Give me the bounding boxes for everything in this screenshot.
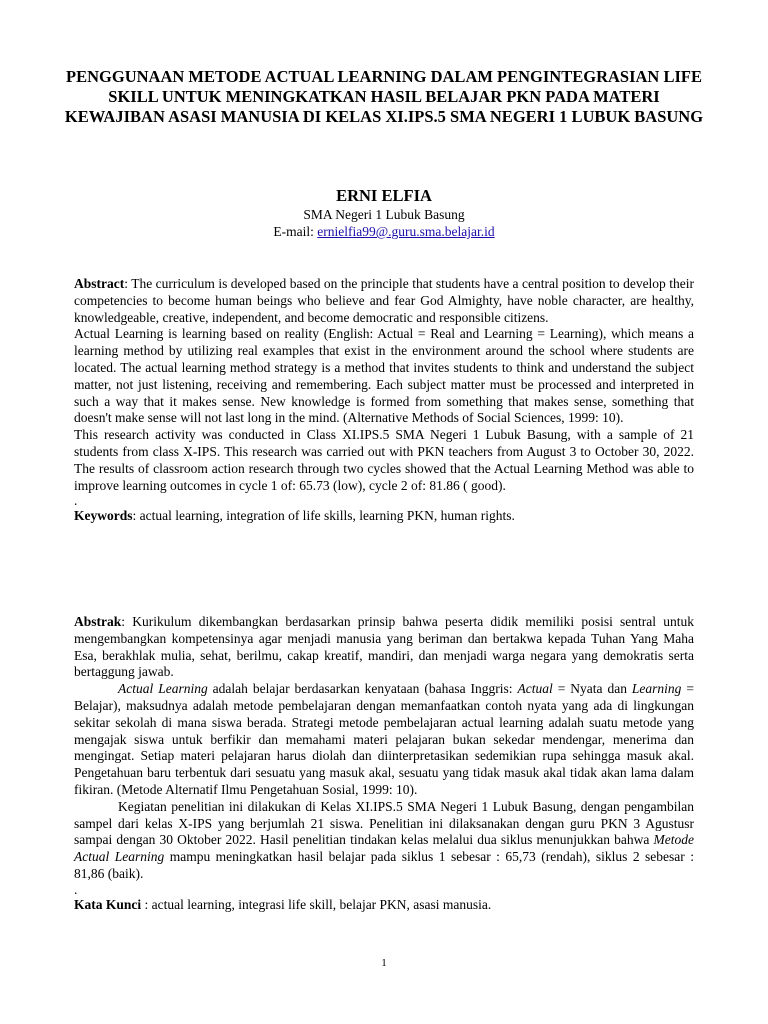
- author-name: ERNI ELFIA: [336, 186, 432, 205]
- abstract-id-paragraph-1: [74, 614, 694, 681]
- abstract-id-text: = Nyata dan: [552, 681, 632, 697]
- italic-term: Learning: [631, 681, 682, 697]
- abstract-id-text: mampu meningkatkan hasil belajar pada siklus 1 sebesar : 65,73 (rendah), siklus 2 sebesar : 81,86 (baik).: [74, 849, 695, 881]
- abstract-en-label: Abstract: [74, 276, 125, 291]
- abstract-id-paragraph-3: [74, 799, 694, 883]
- abstract-id-label: Abstrak: [74, 614, 122, 629]
- abstract-en-paragraph-3: This research activity was conducted in Class XI.IPS.5 SMA Negeri 1 Lubuk Basung, with a sample of 21 students from class X-IPS. This research was carried out with PKN teachers from August 3 to October 30, 2022. The results of classroom action research through two cycles showed that the Actual Learning Method was able to improve learning outcomes in cycle 1 of: 65.73 (low), cycle 2 of: 81.86 ( good).: [74, 427, 694, 493]
- abstract-en-dot: .: [74, 493, 78, 509]
- keywords-id-text: : actual learning, integrasi life skill, belajar PKN, asasi manusia.: [141, 896, 492, 912]
- email-label: E-mail:: [273, 224, 318, 239]
- email-link[interactable]: ernielfia99@.guru.sma.belajar.id: [317, 224, 495, 239]
- keywords-id-label: Kata Kunci: [74, 896, 142, 912]
- page-number: 1: [381, 957, 387, 969]
- author-institution: SMA Negeri 1 Lubuk Basung: [303, 207, 465, 222]
- abstract-english: [74, 276, 694, 525]
- paper-title: PENGGUNAAN METODE ACTUAL LEARNING DALAM PENGINTEGRASIAN LIFE SKILL UNTUK MENINGKATKAN HASIL BELAJAR PKN PADA MATERI KEWAJIBAN ASASI MANUSIA DI KELAS XI.IPS.5 SMA NEGERI 1 LUBUK BASUNG: [64, 67, 704, 126]
- italic-term: Actual Learning: [118, 681, 208, 697]
- abstract-indonesian: [74, 614, 694, 914]
- keywords-en-text: : actual learning, integration of life skills, learning PKN, human rights.: [132, 508, 515, 524]
- abstract-id-text: adalah belajar berdasarkan kenyataan (bahasa Inggris:: [207, 681, 518, 697]
- keywords-id: [74, 897, 694, 914]
- abstract-en-paragraph-2: Actual Learning is learning based on reality (English: Actual = Real and Learning = Learning), which means a learning method by utilizing real examples that exist in the environment around the school where students are located. The actual learning method strategy is a method that invites students to think and understand the subject matter, not just listening, receiving and remembering. Each subject matter must be processed and interpreted in such a way that it makes sense. New knowledge is formed from something that makes sense, something that doesn't make sense will not last long in the mind. (Alternative Methods of Social Sciences, 1999: 10).: [74, 326, 694, 426]
- abstract-id-text-1: : Kurikulum dikembangkan berdasarkan prinsip bahwa peserta didik memiliki posisi sentral untuk mengembangkan kompetensinya agar menjadi manusia yang beriman dan bertakwa kepada Tuhan Yang Maha Esa, berakhlak mulia, sehat, berilmu, cakap kreatif, mandiri, dan menjadi warga negara yang demokratis serta bertaggung jawab.: [74, 614, 694, 680]
- abstract-en-paragraph-1: [74, 276, 694, 326]
- abstract-id-text: = Belajar), maksudnya adalah metode pembelajaran dengan memanfaatkan contoh nyata yang ada di lingkungan sekitar sekolah di mana siswa berada. Strategi metode pembelajaran actual learning adalah suatu metode yang mengajak siswa untuk berfikir dan memahami materi pelajaran bukan sekedar mendengar, menerima dan mengingat. Setiap materi pelajaran harus diolah dan diinterpretasikan sedemikian rupa sehingga masuk akal. Pengetahuan baru terbentuk dari sesuatu yang masuk akal, sesuatu yang tidak masuk akal tidak akan lama dalam fikiran. (Metode Alternatif Ilmu Pengetahuan Sosial, 1999: 10).: [74, 681, 695, 797]
- keywords-en: [74, 508, 694, 525]
- italic-term: Actual: [517, 681, 553, 697]
- abstract-id-dot: .: [74, 881, 78, 897]
- italic-term: Metode Actual Learning: [74, 832, 694, 865]
- keywords-en-label: Keywords: [74, 508, 133, 524]
- abstract-id-paragraph-2: [74, 681, 694, 799]
- author-email-line: [0, 224, 768, 241]
- abstract-en-text-1: : The curriculum is developed based on the principle that students have a central position to develop their competencies to become human beings who believe and fear God Almighty, have noble character, are healthy, knowledgeable, creative, independent, and become democratic and responsible citizens.: [74, 276, 694, 325]
- abstract-id-text: Kegiatan penelitian ini dilakukan di Kelas XI.IPS.5 SMA Negeri 1 Lubuk Basung, dengan pengambilan sampel dari kelas X-IPS yang berjumlah 21 siswa. Penelitian ini dilaksanakan dengan guru PKN 3 Agustusr sampai dengan 30 Oktober 2022. Hasil penelitian tindakan kelas melalui dua siklus menunjukkan bahwa: [74, 798, 694, 848]
